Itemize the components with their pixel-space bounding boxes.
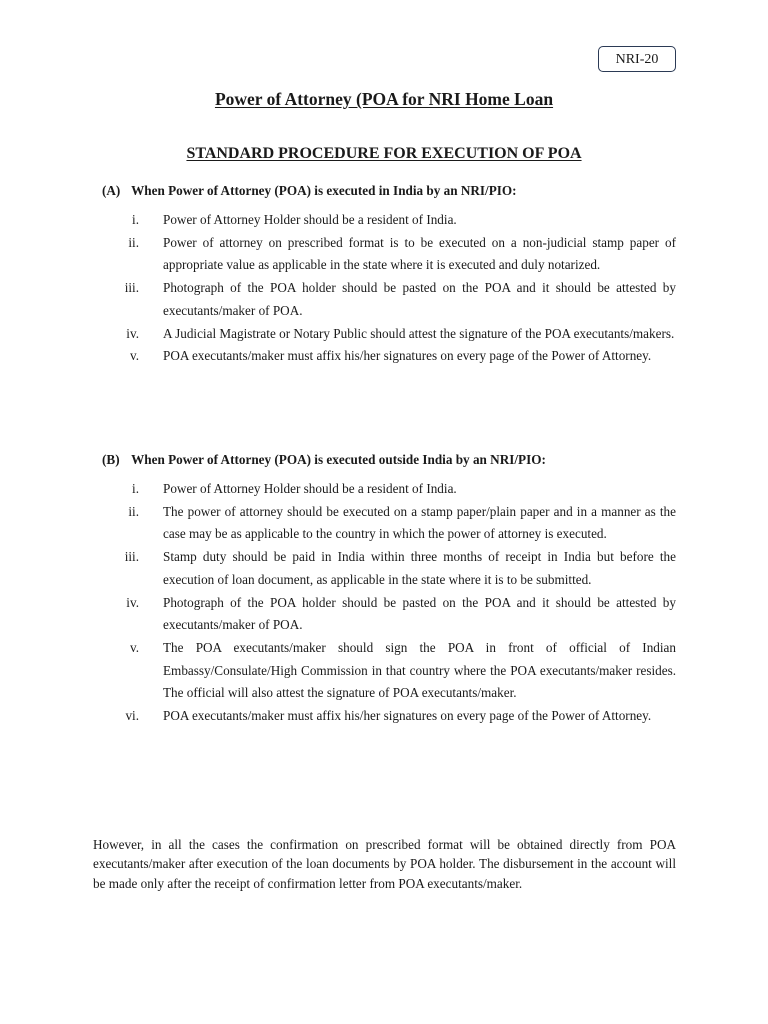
section-a-heading-text: When Power of Attorney (POA) is executed in India by an NRI/PIO: (131, 183, 517, 198)
list-item-number: vi. (125, 708, 139, 724)
list-item (93, 232, 676, 277)
list-item (93, 705, 676, 728)
list-item (93, 323, 676, 346)
list-item (93, 501, 676, 546)
list-item (93, 345, 676, 368)
list-item-text: The power of attorney should be executed on a stamp paper/plain paper and in a manner as the case may be as applicable to the country in which the power of attorney is executed. (163, 503, 676, 542)
section-b-list (93, 478, 676, 728)
list-item-number: v. (129, 639, 139, 655)
list-item-text: POA executants/maker must affix his/her signatures on every page of the Power of Attorney. (163, 348, 652, 364)
list-item-number: i. (132, 212, 139, 227)
section-a-marker: (A) (102, 183, 121, 198)
list-item-number: i. (132, 481, 139, 496)
document-code-badge: NRI-20 (598, 46, 676, 72)
list-item (93, 277, 676, 322)
section-a-heading (102, 183, 517, 199)
list-item-number: v. (129, 348, 139, 364)
list-item-number: iii. (124, 280, 139, 296)
list-item-number: ii. (128, 234, 139, 250)
document-title-text: Power of Attorney (POA for NRI Home Loan (214, 89, 554, 109)
list-item-text: POA executants/maker must affix his/her signatures on every page of the Power of Attorney. (163, 708, 652, 724)
list-item-number: iii. (124, 549, 139, 565)
list-item (93, 592, 676, 637)
list-item-text: The POA executants/maker should sign the POA in front of official of Indian Embassy/Consulate/High Commission in that country where the POA executants/maker resides. The official will also attest the signature of POA executants/maker. (163, 639, 676, 701)
section-b-heading-text: When Power of Attorney (POA) is executed outside India by an NRI/PIO: (131, 452, 546, 467)
list-item (93, 209, 676, 232)
document-title (0, 89, 768, 110)
list-item-text: A Judicial Magistrate or Notary Public should attest the signature of the POA executants/makers. (163, 325, 675, 341)
list-item (93, 637, 676, 705)
procedure-heading (0, 145, 768, 163)
list-item-text: Photograph of the POA holder should be pasted on the POA and it should be attested by executants/maker of POA. (163, 280, 676, 318)
list-item-text: Photograph of the POA holder should be pasted on the POA and it should be attested by executants/maker of POA. (163, 594, 676, 633)
closing-paragraph: However, in all the cases the confirmation on prescribed format will be obtained directly from POA executants/maker after execution of the loan documents by POA holder. The disbursement in the account will be made only after the receipt of confirmation letter from POA executants/maker. (93, 837, 676, 891)
list-item (93, 478, 676, 501)
section-a-list (93, 209, 676, 368)
procedure-heading-text: STANDARD PROCEDURE FOR EXECUTION OF POA (186, 145, 582, 162)
list-item (93, 546, 676, 591)
list-item-text: Power of attorney on prescribed format is to be executed on a non-judicial stamp paper of appropriate value as applicable in the state where it is executed and duly notarized. (163, 234, 676, 273)
list-item-text: Power of Attorney Holder should be a resident of India. (163, 212, 457, 227)
list-item-text: Stamp duty should be paid in India within three months of receipt in India but before the execution of loan document, as applicable in the state where it is to be submitted. (163, 549, 676, 587)
list-item-number: ii. (128, 503, 139, 519)
section-b-heading (102, 452, 546, 468)
section-b-marker: (B) (102, 452, 120, 467)
list-item-number: iv. (126, 325, 139, 341)
list-item-text: Power of Attorney Holder should be a resident of India. (163, 481, 457, 496)
list-item-number: iv. (126, 594, 139, 610)
